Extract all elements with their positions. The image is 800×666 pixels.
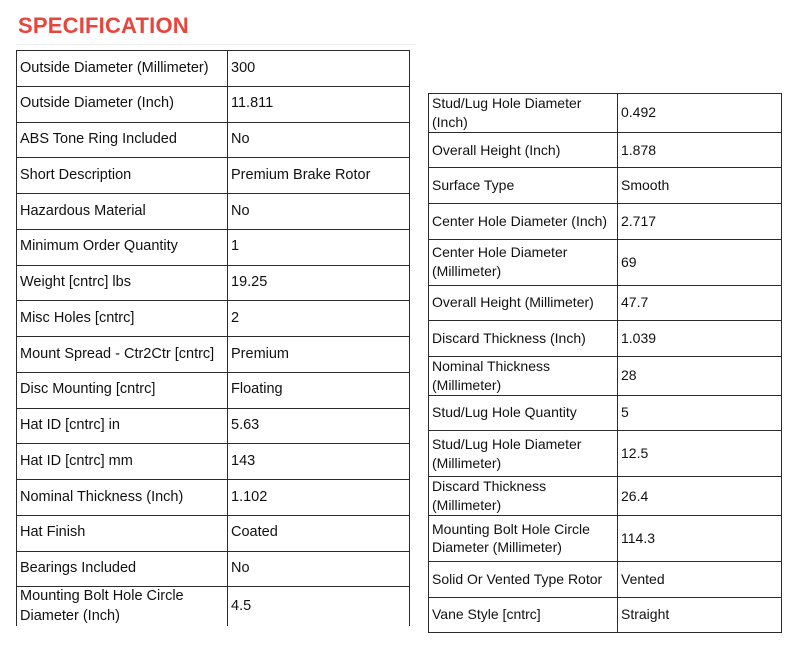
- spec-value: 2.717: [618, 203, 782, 239]
- spec-value: Smooth: [618, 168, 782, 204]
- spec-label: Mounting Bolt Hole Circle Diameter (Millimeter): [429, 515, 618, 561]
- spec-value: 5.63: [228, 408, 410, 444]
- spec-label: Center Hole Diameter (Inch): [429, 203, 618, 239]
- spec-value: 5: [618, 395, 782, 431]
- spec-label: Overall Height (Inch): [429, 132, 618, 168]
- table-row: [17, 265, 410, 301]
- spec-value: Vented: [618, 561, 782, 597]
- table-row: [17, 337, 410, 373]
- spec-value: 12.5: [618, 431, 782, 477]
- table-row: [429, 239, 782, 285]
- spec-label: Misc Holes [cntrc]: [17, 301, 228, 337]
- spec-value: Coated: [228, 515, 410, 551]
- spec-value: 4.5: [228, 587, 410, 627]
- spec-label: Minimum Order Quantity: [17, 229, 228, 265]
- spec-value: 11.811: [228, 86, 410, 122]
- spec-label: Stud/Lug Hole Diameter (Millimeter): [429, 431, 618, 477]
- table-row: [17, 51, 410, 87]
- table-row: [17, 158, 410, 194]
- table-row: [17, 480, 410, 516]
- spec-value: 0.492: [618, 94, 782, 133]
- spec-table-left: [16, 50, 410, 626]
- spec-label: Short Description: [17, 158, 228, 194]
- spec-value: No: [228, 122, 410, 158]
- spec-value: Floating: [228, 372, 410, 408]
- table-row: [17, 86, 410, 122]
- spec-value: 1.878: [618, 132, 782, 168]
- spec-label: Hat Finish: [17, 515, 228, 551]
- spec-label: Hat ID [cntrc] mm: [17, 444, 228, 480]
- spec-table-right: [428, 93, 782, 633]
- spec-label: Solid Or Vented Type Rotor: [429, 561, 618, 597]
- table-row: [17, 301, 410, 337]
- table-row: [429, 561, 782, 597]
- spec-value: No: [228, 551, 410, 587]
- spec-label: Outside Diameter (Millimeter): [17, 51, 228, 87]
- table-row: [17, 515, 410, 551]
- spec-value: No: [228, 194, 410, 230]
- spec-label: Vane Style [cntrc]: [429, 597, 618, 633]
- table-row: [17, 444, 410, 480]
- table-row: [17, 408, 410, 444]
- spec-value: 28: [618, 356, 782, 395]
- spec-value: 114.3: [618, 515, 782, 561]
- spec-label: Mounting Bolt Hole Circle Diameter (Inch): [17, 587, 228, 627]
- spec-value: Premium: [228, 337, 410, 373]
- spec-label: Hat ID [cntrc] in: [17, 408, 228, 444]
- table-row: [17, 229, 410, 265]
- table-row: [429, 168, 782, 204]
- spec-label: ABS Tone Ring Included: [17, 122, 228, 158]
- title-divider: [16, 44, 416, 45]
- spec-value: 69: [618, 239, 782, 285]
- spec-label: Stud/Lug Hole Diameter (Inch): [429, 94, 618, 133]
- spec-label: Bearings Included: [17, 551, 228, 587]
- table-row: [429, 94, 782, 133]
- spec-label: Discard Thickness (Inch): [429, 321, 618, 357]
- table-row: [429, 395, 782, 431]
- table-row: [17, 587, 410, 627]
- spec-value: 1: [228, 229, 410, 265]
- spec-value: 143: [228, 444, 410, 480]
- table-row: [17, 372, 410, 408]
- table-row: [429, 356, 782, 395]
- page-title: SPECIFICATION: [18, 13, 189, 38]
- table-row: [17, 122, 410, 158]
- table-row: [429, 321, 782, 357]
- spec-value: 1.039: [618, 321, 782, 357]
- spec-value: Straight: [618, 597, 782, 633]
- spec-label: Nominal Thickness (Inch): [17, 480, 228, 516]
- spec-label: Weight [cntrc] lbs: [17, 265, 228, 301]
- spec-label: Overall Height (Millimeter): [429, 285, 618, 321]
- spec-value: 1.102: [228, 480, 410, 516]
- spec-label: Stud/Lug Hole Quantity: [429, 395, 618, 431]
- table-row: [429, 132, 782, 168]
- table-row: [17, 194, 410, 230]
- spec-value: 26.4: [618, 477, 782, 516]
- spec-value: 2: [228, 301, 410, 337]
- spec-label: Discard Thickness (Millimeter): [429, 477, 618, 516]
- spec-label: Outside Diameter (Inch): [17, 86, 228, 122]
- spec-value: Premium Brake Rotor: [228, 158, 410, 194]
- spec-label: Center Hole Diameter (Millimeter): [429, 239, 618, 285]
- table-row: [17, 551, 410, 587]
- spec-value: 19.25: [228, 265, 410, 301]
- spec-value: 300: [228, 51, 410, 87]
- spec-label: Hazardous Material: [17, 194, 228, 230]
- table-row: [429, 477, 782, 516]
- table-row: [429, 597, 782, 633]
- table-row: [429, 515, 782, 561]
- table-row: [429, 431, 782, 477]
- spec-value: 47.7: [618, 285, 782, 321]
- table-row: [429, 203, 782, 239]
- spec-label: Surface Type: [429, 168, 618, 204]
- table-row: [429, 285, 782, 321]
- spec-label: Nominal Thickness (Millimeter): [429, 356, 618, 395]
- spec-label: Disc Mounting [cntrc]: [17, 372, 228, 408]
- spec-label: Mount Spread - Ctr2Ctr [cntrc]: [17, 337, 228, 373]
